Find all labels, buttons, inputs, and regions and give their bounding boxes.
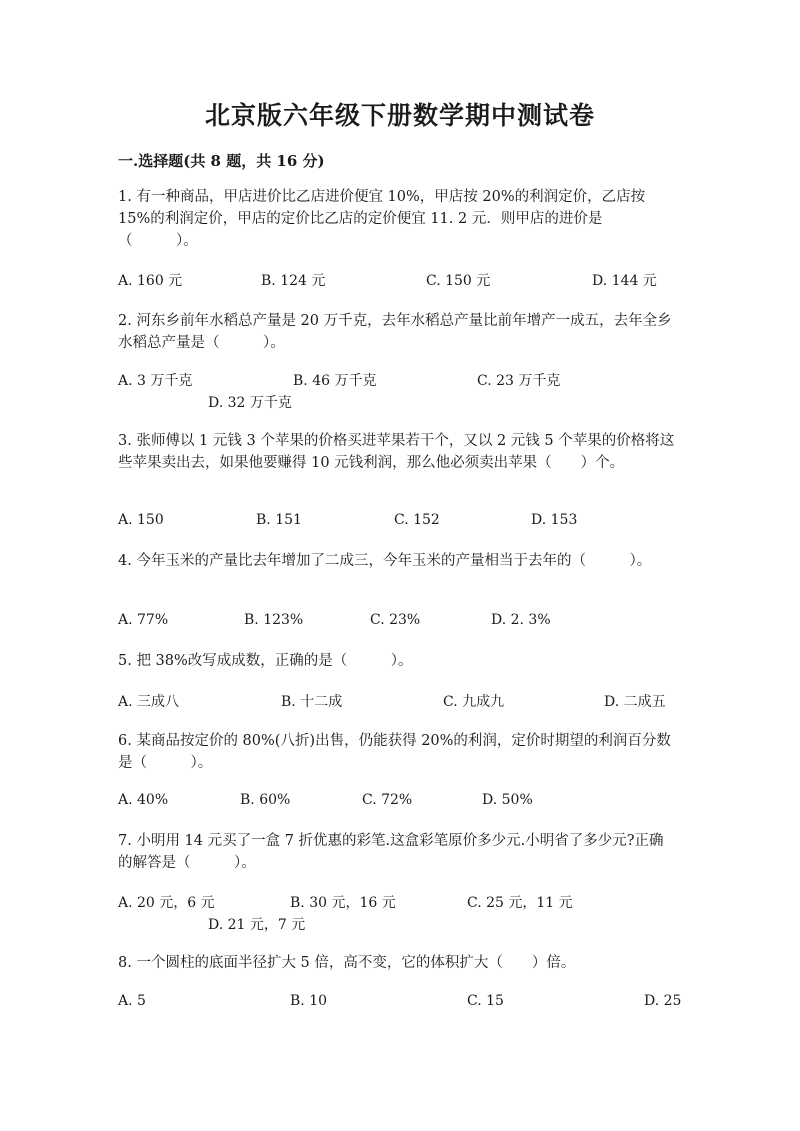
question-3-option-c: C. 152 <box>394 512 440 528</box>
question-5-option-c: C. 九成九 <box>443 694 505 710</box>
question-2-option-d: D. 32 万千克 <box>208 395 292 411</box>
question-7-option-a: A. 20 元，6 元 <box>118 895 215 911</box>
question-2-option-c: C. 23 万千克 <box>477 373 561 389</box>
question-6-option-a: A. 40% <box>118 792 169 808</box>
question-8-option-b: B. 10 <box>290 993 328 1009</box>
question-6-option-d: D. 50% <box>482 792 533 808</box>
question-2-text: 2. 河东乡前年水稻总产量是 20 万千克，去年水稻总产量比前年增产一成五，去年全乡水稻总产量是（ ）。 <box>118 313 672 351</box>
question-5-option-d: D. 二成五 <box>604 694 666 710</box>
exam-title: 北京版六年级下册数学期中测试卷 <box>204 101 595 130</box>
question-8-option-c: C. 15 <box>467 993 504 1009</box>
question-8-option-d: D. 25 <box>644 993 682 1009</box>
question-2-option-b: B. 46 万千克 <box>293 373 377 389</box>
question-4-option-b: B. 123% <box>244 612 304 628</box>
question-1-option-b: B. 124 元 <box>261 273 326 289</box>
question-7-text: 7. 小明用 14 元买了一盒 7 折优惠的彩笔.这盒彩笔原价多少元.小明省了多少元?正确的解答是（ ）。 <box>118 833 664 871</box>
question-8-option-a: A. 5 <box>118 993 146 1009</box>
question-5-text: 5. 把 38%改写成成数，正确的是（ ）。 <box>118 653 413 669</box>
question-6-option-c: C. 72% <box>362 792 413 808</box>
question-3-option-a: A. 150 <box>118 512 164 528</box>
question-4-option-a: A. 77% <box>118 612 169 628</box>
question-3-option-b: B. 151 <box>256 512 302 528</box>
question-5-option-b: B. 十二成 <box>281 694 343 710</box>
question-6-option-b: B. 60% <box>240 792 291 808</box>
question-1-option-a: A. 160 元 <box>118 273 183 289</box>
question-3-text: 3. 张师傅以 1 元钱 3 个苹果的价格买进苹果若干个，又以 2 元钱 5 个苹果的价格将这些苹果卖出去，如果他要赚得 10 元钱利润，那么他必须卖出苹果（ ）个。 <box>118 433 675 471</box>
question-4-option-d: D. 2. 3% <box>491 612 551 628</box>
question-1-option-d: D. 144 元 <box>592 273 657 289</box>
section-heading: 一.选择题(共 8 题，共 16 分) <box>118 152 325 170</box>
question-4-option-c: C. 23% <box>370 612 421 628</box>
question-7-option-c: C. 25 元，11 元 <box>467 895 573 911</box>
question-2-option-a: A. 3 万千克 <box>118 373 193 389</box>
question-7-option-b: B. 30 元，16 元 <box>290 895 396 911</box>
question-5-option-a: A. 三成八 <box>118 694 180 710</box>
question-1-text: 1. 有一种商品，甲店进价比乙店进价便宜 10%，甲店按 20%的利润定价，乙店按 15%的利润定价，甲店的定价比乙店的定价便宜 11. 2 元．则甲店的进价是（ ）。 <box>118 189 646 249</box>
question-7-option-d: D. 21 元，7 元 <box>208 917 306 933</box>
question-1-option-c: C. 150 元 <box>426 273 491 289</box>
question-8-text: 8. 一个圆柱的底面半径扩大 5 倍，高不变，它的体积扩大（ ）倍。 <box>118 955 576 971</box>
question-3-option-d: D. 153 <box>531 512 578 528</box>
question-6-text: 6. 某商品按定价的 80%(八折)出售，仍能获得 20%的利润，定价时期望的利润百分数是（ ）。 <box>118 733 671 771</box>
question-4-text: 4. 今年玉米的产量比去年增加了二成三，今年玉米的产量相当于去年的（ ）。 <box>118 553 652 569</box>
